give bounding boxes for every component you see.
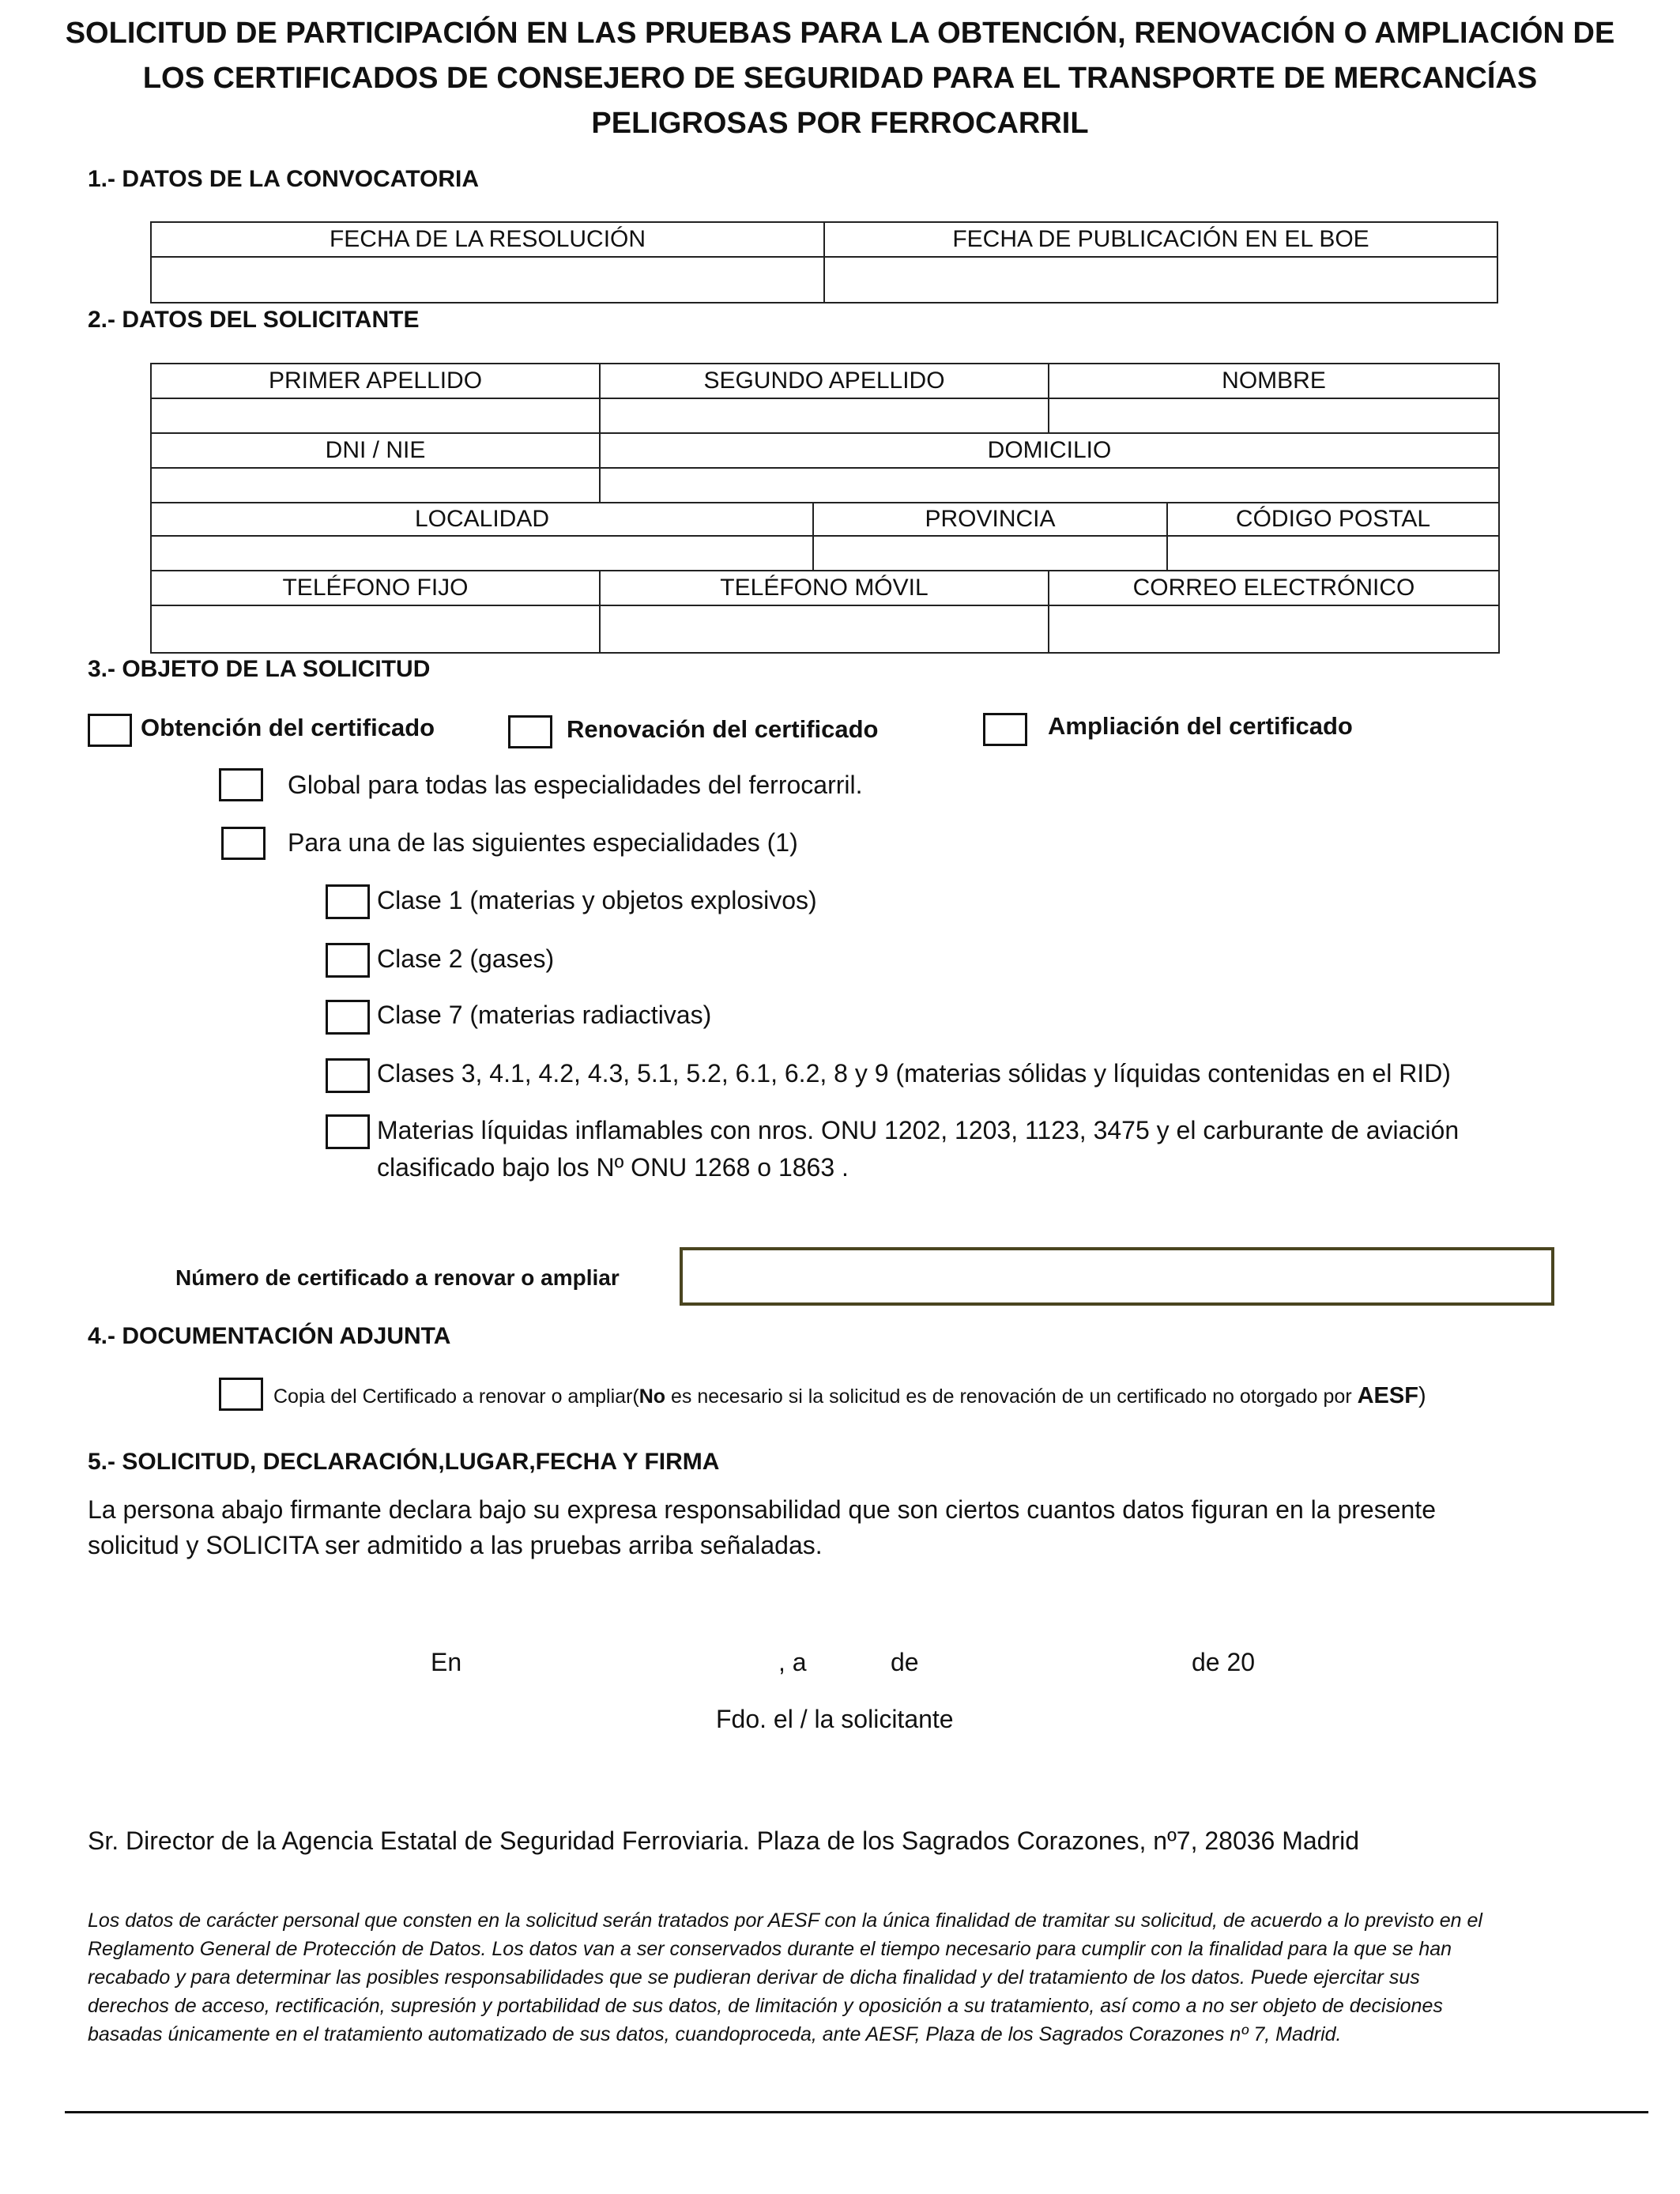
provincia-field[interactable] [813, 536, 1167, 571]
primer-apellido-field[interactable] [151, 398, 600, 433]
privacy-line-2: Reglamento General de Protección de Datos. Los datos van a ser conservados durante el tiempo necesario para cumplir con la finalidad para la que se han [88, 1938, 1452, 1960]
header-provincia: PROVINCIA [813, 503, 1167, 536]
clase2-label: Clase 2 (gases) [377, 944, 555, 973]
privacy-line-5: basadas únicamente en el tratamiento automatizado de sus datos, cuandoproceda, ante AESF, Plaza de los Sagrados Corazones nº 7, Madrid. [88, 2023, 1342, 2045]
clase1-label: Clase 1 (materias y objetos explosivos) [377, 886, 817, 914]
liquidas-checkbox[interactable] [326, 1114, 370, 1149]
clase1-checkbox[interactable] [326, 884, 370, 919]
clase7-checkbox[interactable] [326, 1000, 370, 1035]
telefono-movil-field[interactable] [600, 605, 1049, 653]
header-localidad: LOCALIDAD [151, 503, 813, 536]
header-telefono-fijo: TELÉFONO FIJO [151, 571, 600, 605]
header-domicilio: DOMICILIO [600, 433, 1499, 468]
segundo-apellido-field[interactable] [600, 398, 1049, 433]
header-fecha-boe: FECHA DE PUBLICACIÓN EN EL BOE [824, 222, 1497, 257]
section-1-heading: 1.- DATOS DE LA CONVOCATORIA [88, 166, 480, 192]
dni-nie-field[interactable] [151, 468, 600, 503]
clase7-label: Clase 7 (materias radiactivas) [377, 1001, 712, 1029]
solicitante-table-row4 [150, 570, 1500, 654]
una-especialidad-checkbox[interactable] [221, 827, 266, 860]
copia-text-no: No [638, 1385, 666, 1408]
copia-certificado-checkbox[interactable] [219, 1378, 263, 1411]
codigo-postal-field[interactable] [1167, 536, 1499, 571]
renovacion-label: Renovación del certificado [567, 715, 879, 743]
renovacion-checkbox[interactable] [508, 715, 552, 748]
una-especialidad-label: Para una de las siguientes especialidades (1) [288, 828, 798, 857]
obtencion-checkbox[interactable] [88, 714, 132, 747]
title-line-2: LOS CERTIFICADOS DE CONSEJERO DE SEGURIDAD PARA EL TRANSPORTE DE MERCANCÍAS [142, 62, 1538, 95]
copia-text-aesf: AESF [1357, 1383, 1418, 1408]
title-line-3: PELIGROSAS POR FERROCARRIL [591, 107, 1089, 140]
copia-text-e: ) [1418, 1383, 1426, 1408]
declaracion-line-2: solicitud y SOLICITA ser admitido a las pruebas arriba señaladas. [88, 1531, 823, 1559]
privacy-line-3: recabado y para determinar las posibles responsabilidades que se pudieran derivar de dicha finalidad y del tratamiento de los datos. Puede ejercitar sus [88, 1966, 1420, 1989]
fecha-de-label: de [891, 1648, 919, 1676]
header-primer-apellido: PRIMER APELLIDO [151, 364, 600, 398]
fecha-boe-field[interactable] [824, 257, 1497, 303]
header-telefono-movil: TELÉFONO MÓVIL [600, 571, 1049, 605]
header-correo: CORREO ELECTRÓNICO [1049, 571, 1499, 605]
header-dni-nie: DNI / NIE [151, 433, 600, 468]
copia-certificado-label [273, 1383, 1426, 1409]
header-nombre: NOMBRE [1049, 364, 1499, 398]
firma-label: Fdo. el / la solicitante [716, 1705, 954, 1733]
footer-divider [65, 2111, 1648, 2113]
section-5-heading: 5.- SOLICITUD, DECLARACIÓN,LUGAR,FECHA Y FIRMA [88, 1449, 720, 1475]
obtencion-label: Obtención del certificado [141, 714, 435, 741]
header-segundo-apellido: SEGUNDO APELLIDO [600, 364, 1049, 398]
privacy-notice [88, 1906, 1613, 2049]
localidad-field[interactable] [151, 536, 813, 571]
header-fecha-resolucion: FECHA DE LA RESOLUCIÓN [151, 222, 824, 257]
fecha-resolucion-field[interactable] [151, 257, 824, 303]
liquidas-label-line2: clasificado bajo los Nº ONU 1268 o 1863 . [377, 1153, 849, 1182]
solicitante-table-row1 [150, 363, 1500, 434]
fecha-de20-label: de 20 [1192, 1648, 1256, 1676]
numero-certificado-label: Número de certificado a renovar o ampliar [175, 1265, 620, 1290]
header-codigo-postal: CÓDIGO POSTAL [1167, 503, 1499, 536]
nombre-field[interactable] [1049, 398, 1499, 433]
declaracion-line-1: La persona abajo firmante declara bajo su expresa responsabilidad que son ciertos cuantos datos figuran en la presente [88, 1495, 1436, 1524]
lugar-en-label: En [431, 1648, 462, 1676]
ampliacion-label: Ampliación del certificado [1048, 712, 1353, 740]
solicitante-table-row3 [150, 502, 1500, 571]
section-3-heading: 3.- OBJETO DE LA SOLICITUD [88, 656, 431, 682]
ampliacion-checkbox[interactable] [983, 713, 1027, 746]
section-4-heading: 4.- DOCUMENTACIÓN ADJUNTA [88, 1323, 451, 1349]
privacy-line-4: derechos de acceso, rectificación, supresión y portabilidad de sus datos, de limitación y oposición a su tratamiento, así como a no ser objeto de decisiones [88, 1995, 1443, 2017]
convocatoria-table [150, 221, 1498, 303]
liquidas-label-line1: Materias líquidas inflamables con nros. ONU 1202, 1203, 1123, 3475 y el carburante de aviación [377, 1116, 1460, 1144]
numero-certificado-field[interactable] [680, 1247, 1554, 1306]
title-line-1: SOLICITUD DE PARTICIPACIÓN EN LAS PRUEBAS PARA LA OBTENCIÓN, RENOVACIÓN O AMPLIACIÓN DE [65, 17, 1615, 50]
clases-varias-checkbox[interactable] [326, 1058, 370, 1093]
copia-text-a: Copia del Certificado a renovar o ampliar( [273, 1385, 639, 1408]
correo-field[interactable] [1049, 605, 1499, 653]
fecha-a-label: , a [778, 1648, 807, 1676]
global-label: Global para todas las especialidades del ferrocarril. [288, 771, 863, 799]
clase2-checkbox[interactable] [326, 943, 370, 978]
section-2-heading: 2.- DATOS DEL SOLICITANTE [88, 307, 420, 333]
clases-varias-label: Clases 3, 4.1, 4.2, 4.3, 5.1, 5.2, 6.1, 6.2, 8 y 9 (materias sólidas y líquidas contenidas en el RID) [377, 1059, 1451, 1088]
solicitante-table-row2 [150, 432, 1500, 503]
privacy-line-1: Los datos de carácter personal que consten en la solicitud serán tratados por AESF con la única finalidad de tramitar su solicitud, de acuerdo a lo previsto en el [88, 1909, 1482, 1932]
destinatario: Sr. Director de la Agencia Estatal de Seguridad Ferroviaria. Plaza de los Sagrados Corazones, nº7, 28036 Madrid [88, 1826, 1360, 1855]
domicilio-field[interactable] [600, 468, 1499, 503]
form-title [0, 11, 1680, 146]
copia-text-c: es necesario si la solicitud es de renovación de un certificado no otorgado por [665, 1385, 1352, 1408]
global-checkbox[interactable] [219, 768, 263, 801]
telefono-fijo-field[interactable] [151, 605, 600, 653]
